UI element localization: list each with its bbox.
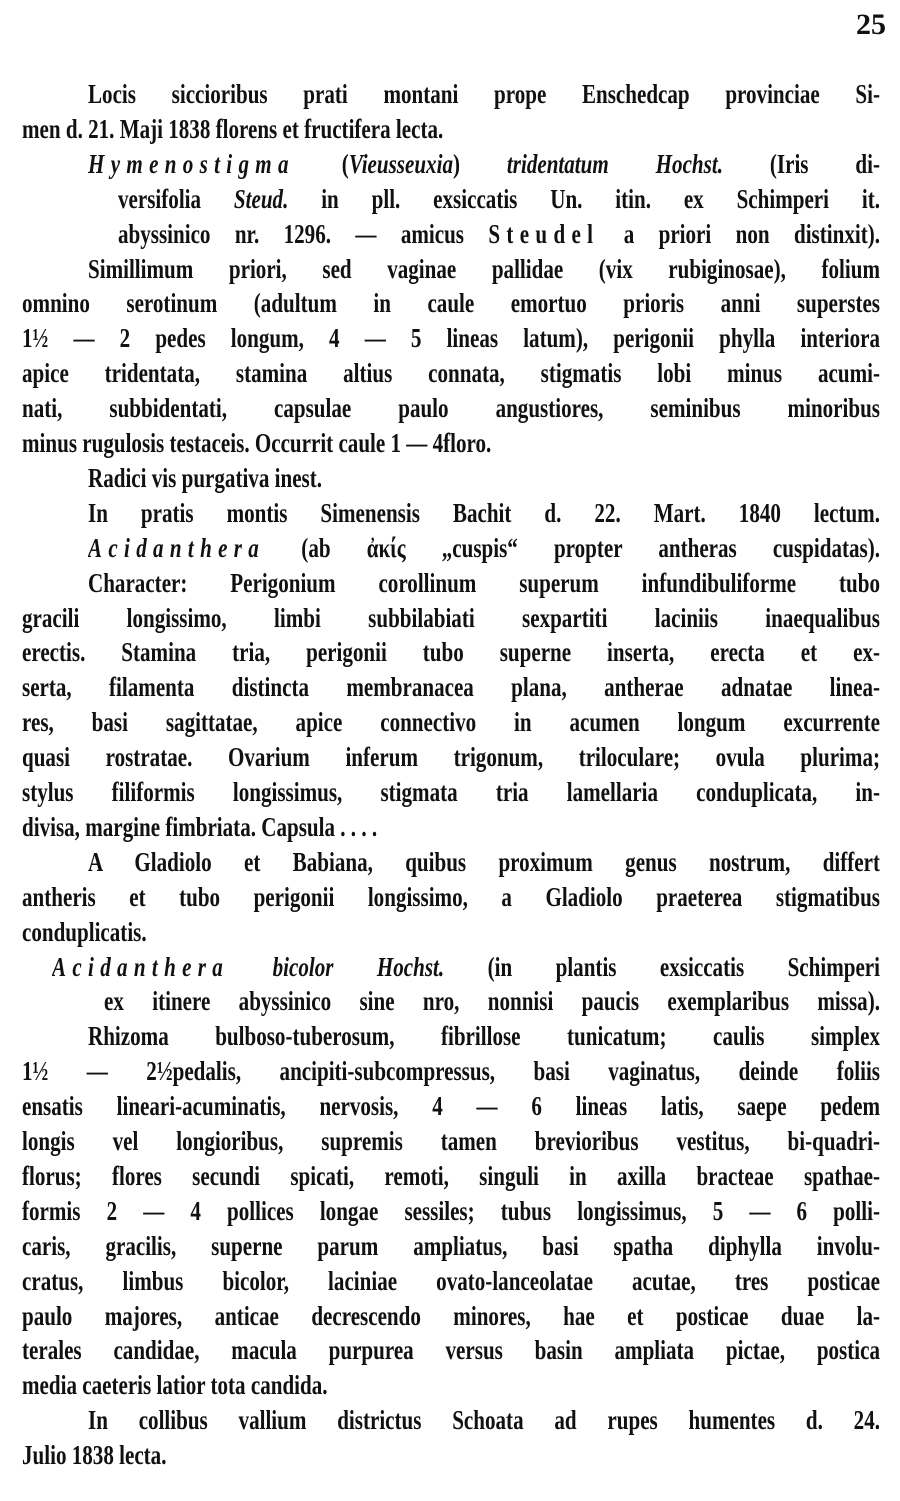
text-segment: Acidanthera: [52, 951, 230, 982]
text-line: [88, 461, 880, 495]
text-segment: ensatis lineari-acuminatis, nervosis, 4 — 6 lineas latis, saepe pedem: [22, 1091, 880, 1122]
text-line: [88, 147, 880, 181]
text-segment: Julio 1838 lecta.: [22, 1440, 167, 1471]
text-segment: Rhizoma bulboso-tuberosum, fibrillose tunicatum; caulis simplex: [88, 1021, 880, 1052]
text-line: [22, 635, 880, 669]
text-line: [22, 286, 880, 320]
text-line: [22, 1438, 880, 1472]
text-segment: In pratis montis Simenensis Bachit d. 22. Mart. 1840 lectum.: [88, 497, 880, 528]
text-line: [22, 880, 880, 914]
text-segment: tridentatum Hochst.: [506, 148, 723, 179]
text-line: [22, 1229, 880, 1263]
text-segment: Acidanthera: [88, 532, 266, 563]
text-line: [22, 601, 880, 635]
text-line: [22, 1368, 880, 1402]
text-line: [52, 950, 880, 984]
text-segment: (: [294, 148, 349, 179]
text-segment: caris, gracilis, superne parum ampliatus, basi spatha diphylla involu-: [22, 1230, 880, 1261]
text-segment: Steud.: [233, 183, 289, 214]
text-line: [22, 321, 880, 355]
text-segment: bicolor Hochst.: [272, 951, 445, 982]
text-segment: Steudel: [488, 218, 600, 249]
page-number: 25: [856, 8, 886, 41]
text-line: [22, 1333, 880, 1367]
text-segment: a priori non distinxit).: [599, 218, 880, 249]
text-segment: paulo majores, anticae decrescendo minores, hae et posticae duae la-: [22, 1300, 880, 1331]
text-line: [22, 112, 880, 146]
text-segment: In collibus vallium districtus Schoata ad rupes humentes d. 24.: [88, 1405, 880, 1436]
text-segment: 1½ — 2½pedalis, ancipiti-subcompressus, basi vaginatus, deinde foliis: [22, 1056, 880, 1087]
text-segment: erectis. Stamina tria, perigonii tubo superne inserta, erecta et ex-: [22, 637, 880, 668]
text-segment: (in plantis exsiccatis Schimperi: [444, 951, 880, 982]
text-line: [22, 775, 880, 809]
text-line: [22, 1194, 880, 1228]
text-segment: Vieusseuxia: [348, 148, 453, 179]
text-segment: gracili longissimo, limbi subbilabiati sexpartiti laciniis inaequalibus: [22, 602, 880, 633]
text-segment: (Iris di-: [722, 148, 880, 179]
text-line: [118, 182, 880, 216]
text-segment: serta, filamenta distincta membranacea plana, antherae adnatae linea-: [22, 672, 880, 703]
text-segment: Character: Perigonium corollinum superum infundibuliforme tubo: [88, 567, 880, 598]
text-segment: minus rugulosis testaceis. Occurrit caule 1 — 4floro.: [22, 428, 492, 458]
text-line: [22, 1159, 880, 1193]
text-segment: (ab ἀκίς „cuspis“ propter antheras cuspidatas).: [265, 532, 880, 563]
text-line: [118, 217, 880, 251]
text-line: [22, 1124, 880, 1158]
text-segment: terales candidae, macula purpurea versus basin ampliata pictae, postica: [22, 1335, 880, 1366]
text-segment: A Gladiolo et Babiana, quibus proximum genus nostrum, differt: [88, 846, 880, 877]
text-segment: Simillimum priori, sed vaginae pallidae (vix rubiginosae), folium: [88, 253, 880, 284]
text-segment: 1½ — 2 pedes longum, 4 — 5 lineas latum), perigonii phylla interiora: [22, 323, 880, 354]
text-segment: quasi rostratae. Ovarium inferum trigonum, triloculare; ovula plurima;: [22, 742, 880, 773]
text-segment: conduplicatis.: [22, 916, 147, 947]
text-segment: Locis siccioribus prati montani prope Enschedcap provinciae Si-: [88, 79, 880, 109]
text-line: [88, 566, 880, 600]
text-line: [22, 1299, 880, 1333]
text-line: [88, 496, 880, 530]
text-line: [104, 984, 880, 1018]
text-segment: media caeteris latior tota candida.: [22, 1370, 328, 1401]
text-segment: formis 2 — 4 pollices longae sessiles; tubus longissimus, 5 — 6 polli-: [22, 1195, 880, 1226]
text-segment: cratus, limbus bicolor, laciniae ovato-lanceolatae acutae, tres posticae: [22, 1265, 880, 1296]
text-line: [88, 845, 880, 879]
text-line: [22, 356, 880, 390]
text-segment: nati, subbidentati, capsulae paulo angustiores, seminibus minoribus: [22, 393, 880, 424]
text-segment: apice tridentata, stamina altius connata, stigmatis lobi minus acumi-: [22, 358, 880, 389]
text-line: [88, 1403, 880, 1437]
text-line: [22, 426, 880, 460]
text-segment: [229, 952, 272, 982]
text-segment: ex itinere abyssinico sine nro, nonnisi paucis exemplaribus missa).: [104, 986, 880, 1017]
text-line: [22, 1054, 880, 1088]
text-segment: antheris et tubo perigonii longissimo, a Gladiolo praeterea stigmatibus: [22, 881, 880, 912]
text-segment: stylus filiformis longissimus, stigmata tria lamellaria conduplicata, in-: [22, 777, 880, 807]
text-segment: abyssinico nr. 1296. — amicus: [118, 218, 489, 249]
text-line: [22, 1264, 880, 1298]
text-segment: ): [452, 148, 507, 179]
text-line: [22, 705, 880, 739]
text-line: [22, 915, 880, 949]
text-segment: Hymenostigma: [88, 148, 295, 179]
text-segment: florus; flores secundi spicati, remoti, singuli in axilla bracteae spathae-: [22, 1160, 880, 1191]
text-line: [88, 531, 880, 565]
text-line: [22, 740, 880, 774]
text-line: [22, 810, 880, 844]
text-line: [88, 1019, 880, 1053]
text-segment: versifolia: [118, 183, 234, 214]
text-segment: res, basi sagittatae, apice connectivo in acumen longum excurrente: [22, 707, 880, 738]
text-segment: Radici vis purgativa inest.: [88, 462, 323, 493]
text-line: [22, 391, 880, 425]
text-line: [88, 77, 880, 111]
text-segment: divisa, margine fimbriata. Capsula . . . .: [22, 811, 378, 842]
text-segment: men d. 21. Maji 1838 florens et fructifera lecta.: [22, 113, 444, 144]
text-segment: in pll. exsiccatis Un. itin. ex Schimperi it.: [288, 183, 880, 214]
text-segment: longis vel longioribus, supremis tamen brevioribus vestitus, bi-quadri-: [22, 1126, 880, 1156]
text-line: [88, 252, 880, 286]
text-segment: omnino serotinum (adultum in caule emortuo prioris anni superstes: [22, 288, 880, 319]
text-line: [22, 1089, 880, 1123]
text-line: [22, 670, 880, 704]
